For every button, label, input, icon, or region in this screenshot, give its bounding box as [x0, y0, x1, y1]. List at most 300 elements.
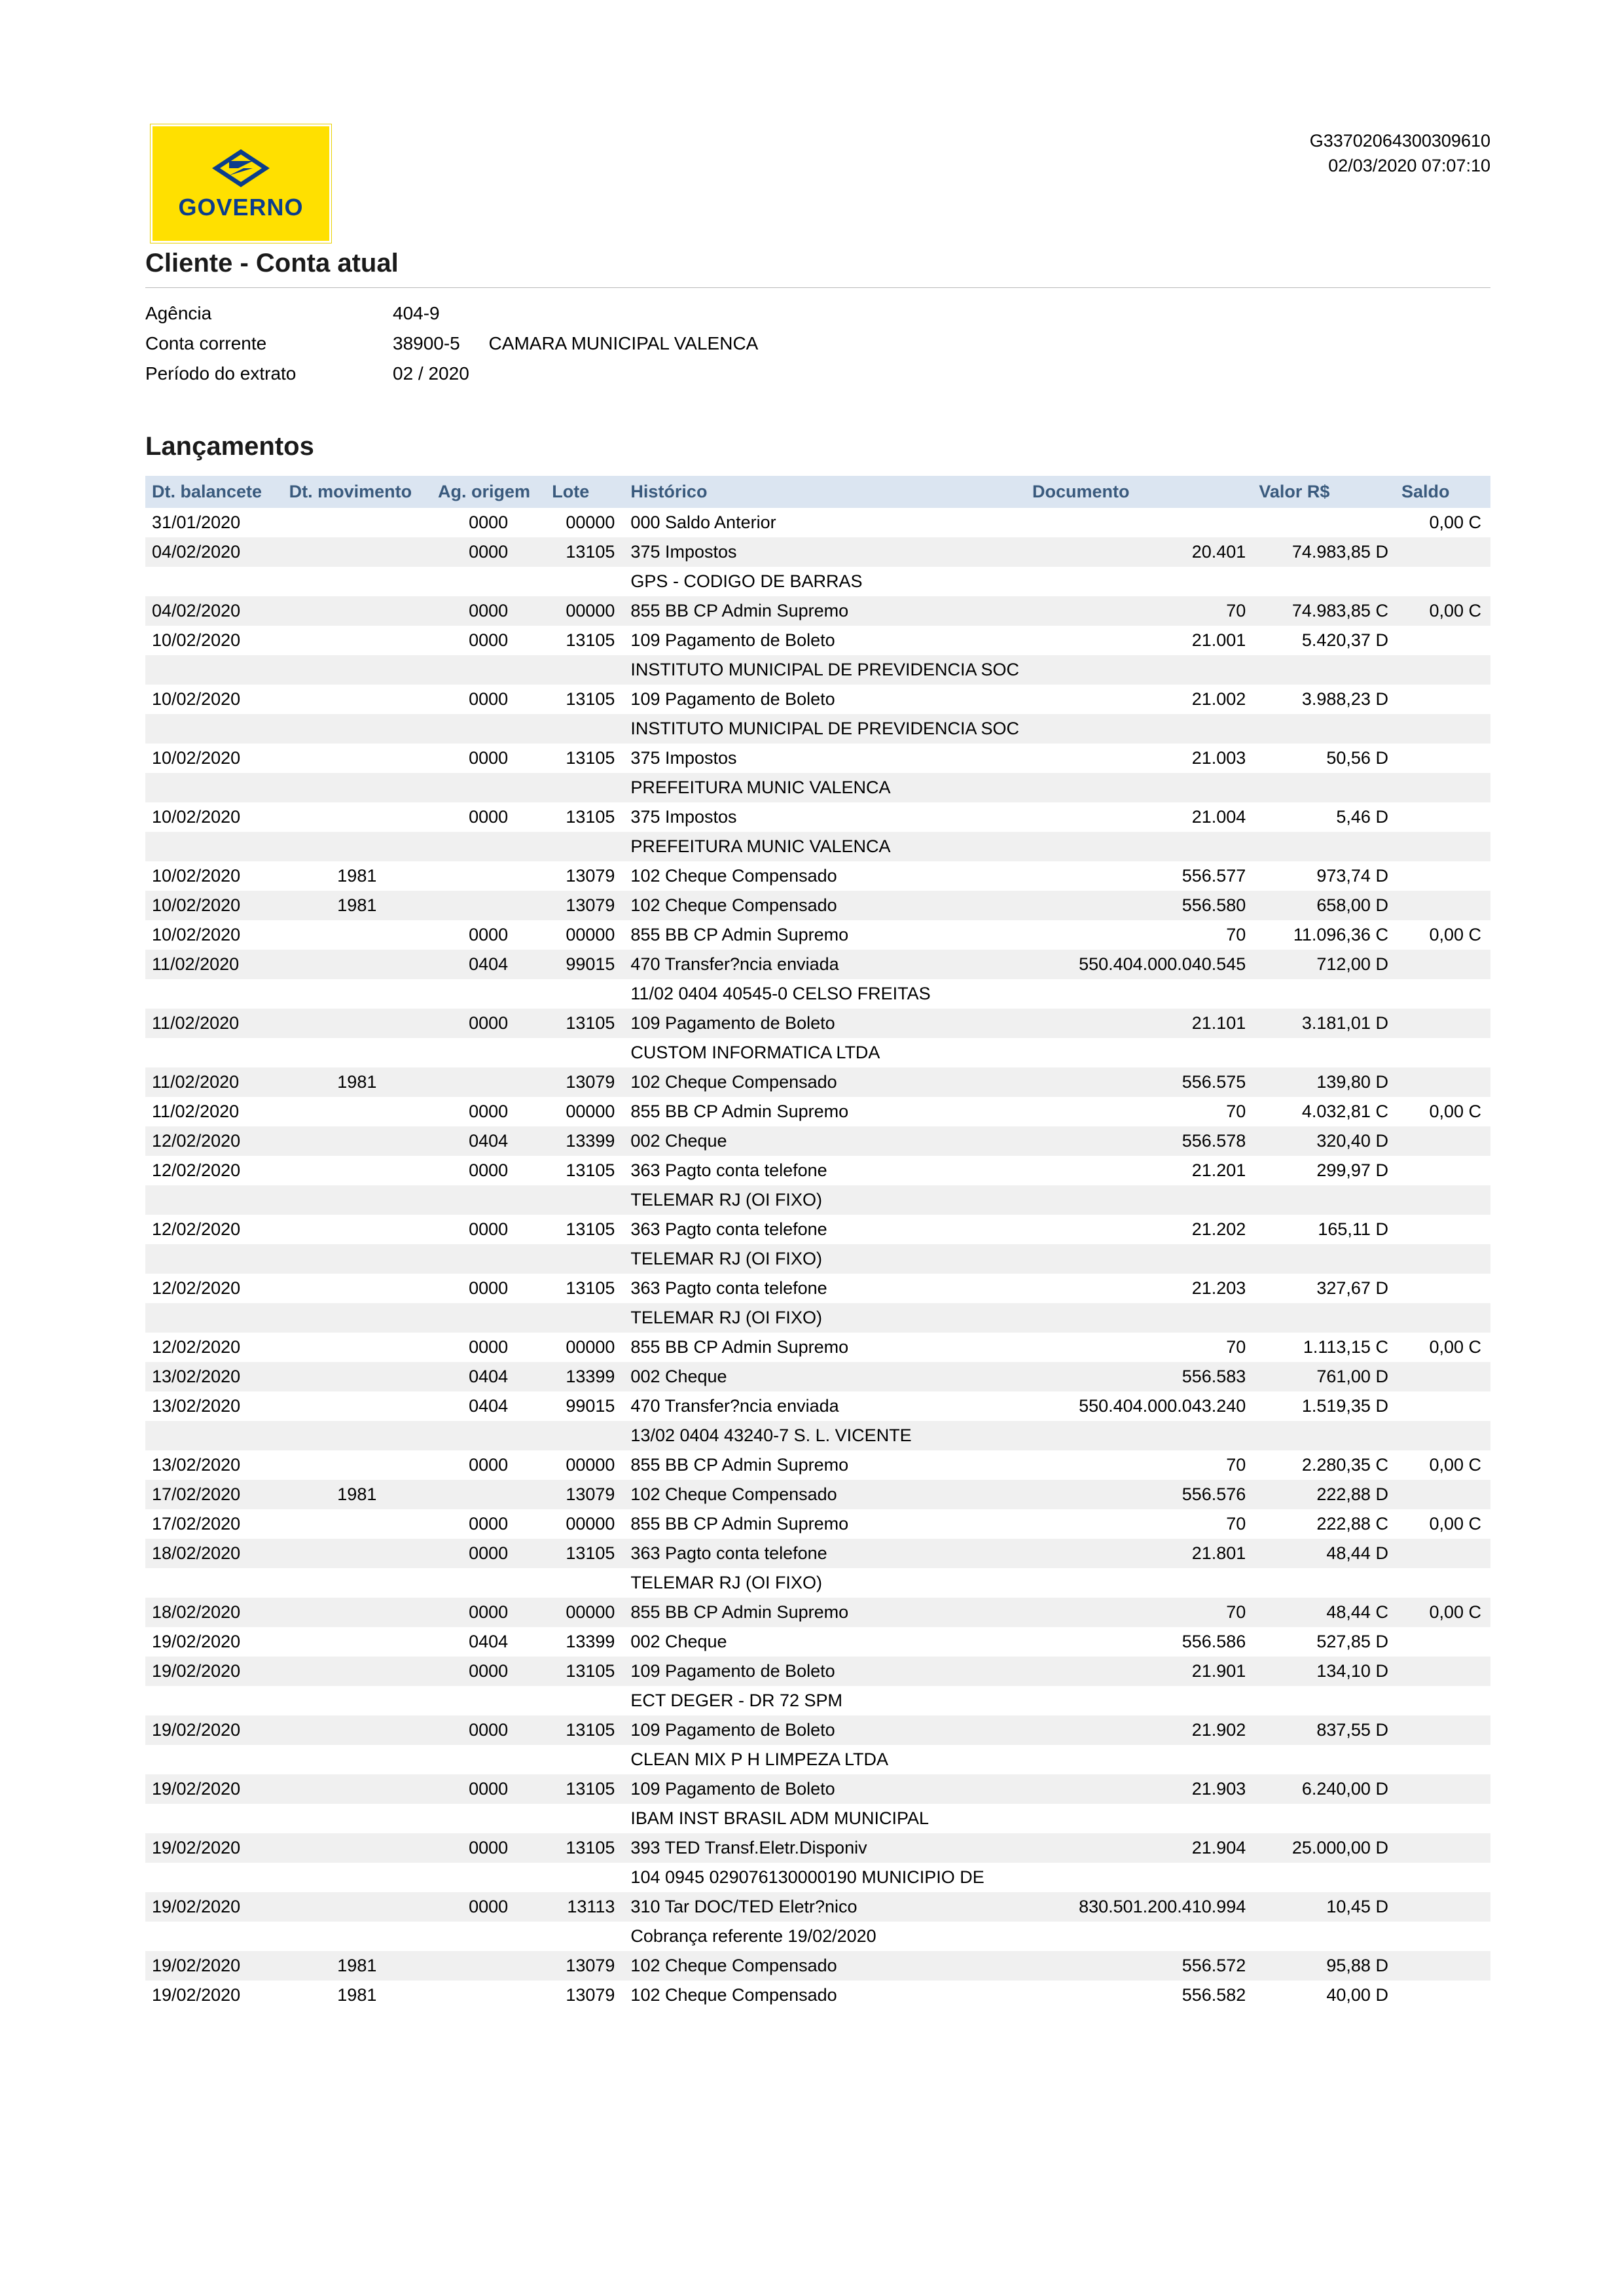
value-agencia-main: 404-9 — [393, 303, 440, 323]
cell-lote: 13105 — [545, 537, 624, 567]
cell-saldo: 0,00 C — [1395, 1097, 1490, 1126]
cell-lote: 13105 — [545, 685, 624, 714]
header-meta — [1310, 128, 1490, 178]
client-divider — [145, 287, 1490, 288]
client-section-title: Cliente - Conta atual — [145, 249, 399, 278]
cell-dt-balancete: 19/02/2020 — [145, 1892, 283, 1922]
description-spacer — [145, 1303, 624, 1333]
cell-valor: 973,74 D — [1252, 861, 1395, 891]
cell-lote: 13105 — [545, 802, 624, 832]
cell-lote: 99015 — [545, 950, 624, 979]
cell-dt-balancete: 19/02/2020 — [145, 1715, 283, 1745]
cell-lote: 13079 — [545, 861, 624, 891]
description-spacer — [145, 567, 624, 596]
table-row-description — [145, 655, 1490, 685]
cell-dt-movimento — [283, 685, 431, 714]
col-saldo: Saldo — [1395, 476, 1490, 508]
document-timestamp: 02/03/2020 07:07:10 — [1328, 156, 1490, 175]
cell-historico: 855 BB CP Admin Supremo — [624, 920, 1026, 950]
cell-valor: 761,00 D — [1252, 1362, 1395, 1391]
cell-documento: 21.903 — [1026, 1774, 1252, 1804]
cell-historico: 855 BB CP Admin Supremo — [624, 1450, 1026, 1480]
cell-ag-origem — [431, 891, 545, 920]
label-agencia: Agência — [145, 303, 212, 323]
description-spacer — [145, 1863, 624, 1892]
description-spacer — [145, 1745, 624, 1774]
cell-dt-balancete: 13/02/2020 — [145, 1450, 283, 1480]
cell-dt-balancete: 19/02/2020 — [145, 1627, 283, 1657]
cell-lote: 00000 — [545, 920, 624, 950]
col-valor: Valor R$ — [1252, 476, 1395, 508]
cell-ag-origem: 0000 — [431, 1715, 545, 1745]
table-row-description — [145, 1421, 1490, 1450]
cell-dt-balancete: 04/02/2020 — [145, 596, 283, 626]
cell-historico: 109 Pagamento de Boleto — [624, 626, 1026, 655]
value-conta-corrente — [393, 329, 1490, 359]
table-row — [145, 1362, 1490, 1391]
cell-valor: 222,88 D — [1252, 1480, 1395, 1509]
cell-historico: 363 Pagto conta telefone — [624, 1539, 1026, 1568]
cell-lote: 13105 — [545, 626, 624, 655]
value-conta-titular: CAMARA MUNICIPAL VALENCA — [488, 333, 759, 353]
cell-valor: 139,80 D — [1252, 1067, 1395, 1097]
cell-dt-movimento — [283, 508, 431, 537]
cell-dt-balancete: 11/02/2020 — [145, 1009, 283, 1038]
cell-valor: 134,10 D — [1252, 1657, 1395, 1686]
table-row — [145, 1539, 1490, 1568]
cell-valor: 48,44 C — [1252, 1598, 1395, 1627]
cell-historico: 109 Pagamento de Boleto — [624, 1774, 1026, 1804]
cell-dt-movimento — [283, 1833, 431, 1863]
cell-documento: 21.902 — [1026, 1715, 1252, 1745]
table-row-description — [145, 1038, 1490, 1067]
cell-valor: 299,97 D — [1252, 1156, 1395, 1185]
cell-ag-origem — [431, 1951, 545, 1981]
table-row — [145, 1480, 1490, 1509]
description-spacer — [145, 979, 624, 1009]
cell-dt-movimento — [283, 1539, 431, 1568]
statement-table-head — [145, 476, 1490, 508]
cell-lote: 13399 — [545, 1362, 624, 1391]
cell-dt-balancete: 10/02/2020 — [145, 626, 283, 655]
cell-historico: 310 Tar DOC/TED Eletr?nico — [624, 1892, 1026, 1922]
cell-documento: 556.583 — [1026, 1362, 1252, 1391]
cell-lote: 13105 — [545, 1833, 624, 1863]
table-row-description — [145, 567, 1490, 596]
value-periodo-main: 02 / 2020 — [393, 363, 469, 384]
table-row — [145, 1097, 1490, 1126]
table-row — [145, 802, 1490, 832]
cell-valor: 4.032,81 C — [1252, 1097, 1395, 1126]
col-ag-origem: Ag. origem — [431, 476, 545, 508]
cell-dt-movimento — [283, 1450, 431, 1480]
table-row-description — [145, 1568, 1490, 1598]
cell-lote: 13399 — [545, 1627, 624, 1657]
description-spacer-right — [1026, 1038, 1490, 1067]
cell-dt-movimento — [283, 1274, 431, 1303]
cell-dt-balancete: 11/02/2020 — [145, 1067, 283, 1097]
cell-saldo — [1395, 861, 1490, 891]
cell-dt-movimento — [283, 626, 431, 655]
description-spacer — [145, 1038, 624, 1067]
cell-dt-movimento — [283, 802, 431, 832]
table-row — [145, 891, 1490, 920]
description-spacer-right — [1026, 1185, 1490, 1215]
cell-ag-origem: 0000 — [431, 596, 545, 626]
cell-dt-movimento — [283, 1627, 431, 1657]
cell-documento: 556.582 — [1026, 1981, 1252, 2010]
transaction-description: 11/02 0404 40545-0 CELSO FREITAS — [624, 979, 1026, 1009]
cell-ag-origem: 0000 — [431, 1333, 545, 1362]
cell-documento: 70 — [1026, 1097, 1252, 1126]
description-spacer-right — [1026, 1568, 1490, 1598]
cell-documento: 70 — [1026, 920, 1252, 950]
cell-valor: 527,85 D — [1252, 1627, 1395, 1657]
cell-saldo — [1395, 1951, 1490, 1981]
transaction-description: TELEMAR RJ (OI FIXO) — [624, 1244, 1026, 1274]
cell-lote: 13079 — [545, 1480, 624, 1509]
table-row — [145, 1391, 1490, 1421]
cell-lote: 13105 — [545, 744, 624, 773]
table-row — [145, 508, 1490, 537]
table-row-description — [145, 714, 1490, 744]
table-row — [145, 1156, 1490, 1185]
cell-saldo: 0,00 C — [1395, 1598, 1490, 1627]
cell-documento: 70 — [1026, 1598, 1252, 1627]
transaction-description: IBAM INST BRASIL ADM MUNICIPAL — [624, 1804, 1026, 1833]
description-spacer-right — [1026, 714, 1490, 744]
cell-saldo — [1395, 1126, 1490, 1156]
cell-historico: 855 BB CP Admin Supremo — [624, 1509, 1026, 1539]
description-spacer — [145, 1421, 624, 1450]
cell-dt-movimento — [283, 1774, 431, 1804]
table-row — [145, 744, 1490, 773]
transaction-description: PREFEITURA MUNIC VALENCA — [624, 832, 1026, 861]
cell-dt-balancete: 12/02/2020 — [145, 1126, 283, 1156]
description-spacer — [145, 773, 624, 802]
value-periodo — [393, 359, 1490, 389]
description-spacer-right — [1026, 1303, 1490, 1333]
cell-historico: 375 Impostos — [624, 537, 1026, 567]
cell-dt-movimento — [283, 1333, 431, 1362]
cell-dt-movimento: 1981 — [283, 1951, 431, 1981]
cell-saldo: 0,00 C — [1395, 1333, 1490, 1362]
cell-saldo: 0,00 C — [1395, 920, 1490, 950]
cell-historico: 363 Pagto conta telefone — [624, 1274, 1026, 1303]
cell-dt-movimento: 1981 — [283, 891, 431, 920]
cell-documento: 70 — [1026, 596, 1252, 626]
description-spacer-right — [1026, 567, 1490, 596]
page-content — [145, 111, 1490, 2010]
cell-lote: 00000 — [545, 1450, 624, 1480]
cell-historico: 002 Cheque — [624, 1627, 1026, 1657]
cell-ag-origem — [431, 861, 545, 891]
description-spacer — [145, 1804, 624, 1833]
table-row — [145, 1274, 1490, 1303]
cell-ag-origem: 0404 — [431, 1126, 545, 1156]
cell-lote: 00000 — [545, 1509, 624, 1539]
cell-ag-origem: 0000 — [431, 1097, 545, 1126]
table-row — [145, 1067, 1490, 1097]
cell-documento: 830.501.200.410.994 — [1026, 1892, 1252, 1922]
cell-saldo — [1395, 1067, 1490, 1097]
cell-dt-movimento — [283, 950, 431, 979]
cell-lote: 13105 — [545, 1156, 624, 1185]
description-spacer-right — [1026, 1421, 1490, 1450]
cell-dt-balancete: 19/02/2020 — [145, 1774, 283, 1804]
cell-historico: 363 Pagto conta telefone — [624, 1215, 1026, 1244]
table-row-description — [145, 1922, 1490, 1951]
cell-saldo — [1395, 1539, 1490, 1568]
table-row-description — [145, 773, 1490, 802]
transaction-description: 104 0945 029076130000190 MUNICIPIO DE — [624, 1863, 1026, 1892]
transaction-description: TELEMAR RJ (OI FIXO) — [624, 1303, 1026, 1333]
description-spacer-right — [1026, 1804, 1490, 1833]
client-info — [145, 298, 1490, 389]
description-spacer — [145, 832, 624, 861]
transaction-description: ECT DEGER - DR 72 SPM — [624, 1686, 1026, 1715]
cell-documento: 21.004 — [1026, 802, 1252, 832]
cell-valor: 222,88 C — [1252, 1509, 1395, 1539]
cell-saldo — [1395, 626, 1490, 655]
document-id: G33702064300309610 — [1309, 131, 1490, 151]
cell-valor: 3.181,01 D — [1252, 1009, 1395, 1038]
cell-saldo: 0,00 C — [1395, 596, 1490, 626]
cell-ag-origem — [431, 1480, 545, 1509]
cell-lote: 13105 — [545, 1215, 624, 1244]
table-row — [145, 1951, 1490, 1981]
description-spacer-right — [1026, 773, 1490, 802]
cell-dt-movimento — [283, 1391, 431, 1421]
cell-dt-balancete: 19/02/2020 — [145, 1981, 283, 2010]
cell-documento: 550.404.000.043.240 — [1026, 1391, 1252, 1421]
table-row-description — [145, 1185, 1490, 1215]
cell-dt-movimento — [283, 920, 431, 950]
transaction-description: Cobrança referente 19/02/2020 — [624, 1922, 1026, 1951]
cell-historico: 375 Impostos — [624, 744, 1026, 773]
cell-dt-balancete: 04/02/2020 — [145, 537, 283, 567]
cell-saldo: 0,00 C — [1395, 1509, 1490, 1539]
document-header — [145, 111, 1490, 249]
cell-historico: 102 Cheque Compensado — [624, 861, 1026, 891]
table-row — [145, 1774, 1490, 1804]
cell-saldo: 0,00 C — [1395, 508, 1490, 537]
cell-lote: 00000 — [545, 508, 624, 537]
table-row — [145, 1833, 1490, 1863]
table-row-description — [145, 1863, 1490, 1892]
cell-saldo — [1395, 1657, 1490, 1686]
cell-dt-balancete: 19/02/2020 — [145, 1657, 283, 1686]
cell-ag-origem: 0000 — [431, 1657, 545, 1686]
statement-table-body — [145, 508, 1490, 2010]
cell-lote: 13105 — [545, 1715, 624, 1745]
cell-ag-origem: 0000 — [431, 744, 545, 773]
cell-lote: 13079 — [545, 891, 624, 920]
cell-saldo — [1395, 1774, 1490, 1804]
cell-documento — [1026, 508, 1252, 537]
label-conta-corrente: Conta corrente — [145, 333, 267, 353]
cell-dt-balancete: 17/02/2020 — [145, 1509, 283, 1539]
cell-ag-origem: 0000 — [431, 1274, 545, 1303]
cell-dt-movimento — [283, 1657, 431, 1686]
cell-dt-balancete: 12/02/2020 — [145, 1215, 283, 1244]
description-spacer-right — [1026, 1863, 1490, 1892]
cell-dt-balancete: 18/02/2020 — [145, 1539, 283, 1568]
table-row — [145, 1892, 1490, 1922]
cell-dt-movimento: 1981 — [283, 861, 431, 891]
cell-dt-movimento — [283, 1362, 431, 1391]
cell-dt-balancete: 10/02/2020 — [145, 685, 283, 714]
cell-dt-movimento: 1981 — [283, 1480, 431, 1509]
table-row — [145, 1657, 1490, 1686]
cell-lote: 99015 — [545, 1391, 624, 1421]
cell-valor: 1.113,15 C — [1252, 1333, 1395, 1362]
cell-valor: 327,67 D — [1252, 1274, 1395, 1303]
transaction-description: INSTITUTO MUNICIPAL DE PREVIDENCIA SOC — [624, 714, 1026, 744]
table-row-description — [145, 1745, 1490, 1774]
logo-label: GOVERNO — [178, 193, 304, 221]
cell-valor: 74.983,85 C — [1252, 596, 1395, 626]
cell-historico: 470 Transfer?ncia enviada — [624, 950, 1026, 979]
cell-ag-origem: 0000 — [431, 685, 545, 714]
cell-documento: 556.580 — [1026, 891, 1252, 920]
cell-valor: 40,00 D — [1252, 1981, 1395, 2010]
cell-ag-origem: 0000 — [431, 1509, 545, 1539]
cell-documento: 21.203 — [1026, 1274, 1252, 1303]
cell-ag-origem: 0404 — [431, 950, 545, 979]
cell-dt-balancete: 12/02/2020 — [145, 1156, 283, 1185]
cell-documento: 21.901 — [1026, 1657, 1252, 1686]
col-dt-balancete: Dt. balancete — [145, 476, 283, 508]
cell-saldo: 0,00 C — [1395, 1450, 1490, 1480]
col-documento: Documento — [1026, 476, 1252, 508]
cell-ag-origem: 0000 — [431, 1215, 545, 1244]
cell-documento: 70 — [1026, 1509, 1252, 1539]
cell-historico: 109 Pagamento de Boleto — [624, 685, 1026, 714]
cell-historico: 393 TED Transf.Eletr.Disponiv — [624, 1833, 1026, 1863]
cell-historico: 102 Cheque Compensado — [624, 1067, 1026, 1097]
cell-documento: 550.404.000.040.545 — [1026, 950, 1252, 979]
cell-dt-balancete: 19/02/2020 — [145, 1833, 283, 1863]
cell-dt-movimento — [283, 1715, 431, 1745]
cell-saldo — [1395, 1391, 1490, 1421]
cell-ag-origem: 0000 — [431, 1598, 545, 1627]
transaction-description: TELEMAR RJ (OI FIXO) — [624, 1568, 1026, 1598]
cell-documento: 21.101 — [1026, 1009, 1252, 1038]
transaction-description: 13/02 0404 43240-7 S. L. VICENTE — [624, 1421, 1026, 1450]
cell-saldo — [1395, 1009, 1490, 1038]
table-row — [145, 861, 1490, 891]
table-row-description — [145, 1244, 1490, 1274]
cell-historico: 102 Cheque Compensado — [624, 891, 1026, 920]
cell-dt-movimento — [283, 1097, 431, 1126]
cell-saldo — [1395, 1156, 1490, 1185]
description-spacer — [145, 1686, 624, 1715]
governo-logo — [151, 124, 331, 243]
cell-documento: 556.578 — [1026, 1126, 1252, 1156]
cell-valor: 320,40 D — [1252, 1126, 1395, 1156]
cell-historico: 470 Transfer?ncia enviada — [624, 1391, 1026, 1421]
cell-valor: 837,55 D — [1252, 1715, 1395, 1745]
cell-historico: 000 Saldo Anterior — [624, 508, 1026, 537]
cell-valor: 10,45 D — [1252, 1892, 1395, 1922]
cell-historico: 102 Cheque Compensado — [624, 1480, 1026, 1509]
cell-lote: 13105 — [545, 1774, 624, 1804]
cell-documento: 556.576 — [1026, 1480, 1252, 1509]
cell-valor: 658,00 D — [1252, 891, 1395, 920]
cell-lote: 13399 — [545, 1126, 624, 1156]
table-row — [145, 950, 1490, 979]
cell-lote: 13105 — [545, 1274, 624, 1303]
cell-lote: 00000 — [545, 1097, 624, 1126]
cell-dt-movimento: 1981 — [283, 1067, 431, 1097]
transaction-description: TELEMAR RJ (OI FIXO) — [624, 1185, 1026, 1215]
cell-documento: 21.904 — [1026, 1833, 1252, 1863]
cell-lote: 13113 — [545, 1892, 624, 1922]
cell-historico: 855 BB CP Admin Supremo — [624, 596, 1026, 626]
cell-valor: 48,44 D — [1252, 1539, 1395, 1568]
cell-valor: 165,11 D — [1252, 1215, 1395, 1244]
table-row-description — [145, 1303, 1490, 1333]
cell-lote: 00000 — [545, 1598, 624, 1627]
cell-dt-balancete: 13/02/2020 — [145, 1362, 283, 1391]
value-agencia — [393, 298, 1490, 329]
cell-ag-origem: 0404 — [431, 1362, 545, 1391]
table-row — [145, 1981, 1490, 2010]
cell-valor: 712,00 D — [1252, 950, 1395, 979]
cell-dt-balancete: 11/02/2020 — [145, 950, 283, 979]
cell-documento: 70 — [1026, 1450, 1252, 1480]
cell-valor: 5,46 D — [1252, 802, 1395, 832]
label-periodo: Período do extrato — [145, 363, 297, 384]
transaction-description: PREFEITURA MUNIC VALENCA — [624, 773, 1026, 802]
client-row-agencia — [145, 298, 1490, 329]
cell-saldo — [1395, 1480, 1490, 1509]
bank-logo-icon — [209, 147, 272, 190]
cell-saldo — [1395, 891, 1490, 920]
cell-historico: 375 Impostos — [624, 802, 1026, 832]
cell-historico: 855 BB CP Admin Supremo — [624, 1097, 1026, 1126]
cell-saldo — [1395, 1715, 1490, 1745]
cell-dt-movimento — [283, 537, 431, 567]
cell-dt-balancete: 10/02/2020 — [145, 861, 283, 891]
table-row — [145, 1333, 1490, 1362]
cell-saldo — [1395, 1833, 1490, 1863]
cell-documento: 21.001 — [1026, 626, 1252, 655]
cell-ag-origem: 0404 — [431, 1627, 545, 1657]
cell-saldo — [1395, 802, 1490, 832]
cell-ag-origem — [431, 1981, 545, 2010]
cell-ag-origem: 0000 — [431, 508, 545, 537]
description-spacer-right — [1026, 1922, 1490, 1951]
cell-historico: 109 Pagamento de Boleto — [624, 1715, 1026, 1745]
cell-saldo — [1395, 1892, 1490, 1922]
cell-lote: 00000 — [545, 596, 624, 626]
transaction-description: GPS - CODIGO DE BARRAS — [624, 567, 1026, 596]
cell-ag-origem: 0000 — [431, 1009, 545, 1038]
cell-documento: 556.586 — [1026, 1627, 1252, 1657]
cell-dt-movimento — [283, 1509, 431, 1539]
cell-dt-movimento — [283, 596, 431, 626]
table-row — [145, 1598, 1490, 1627]
cell-saldo — [1395, 1627, 1490, 1657]
cell-ag-origem: 0000 — [431, 537, 545, 567]
cell-documento: 556.572 — [1026, 1951, 1252, 1981]
cell-valor: 5.420,37 D — [1252, 626, 1395, 655]
cell-dt-movimento — [283, 1215, 431, 1244]
cell-valor: 25.000,00 D — [1252, 1833, 1395, 1863]
cell-documento: 21.801 — [1026, 1539, 1252, 1568]
